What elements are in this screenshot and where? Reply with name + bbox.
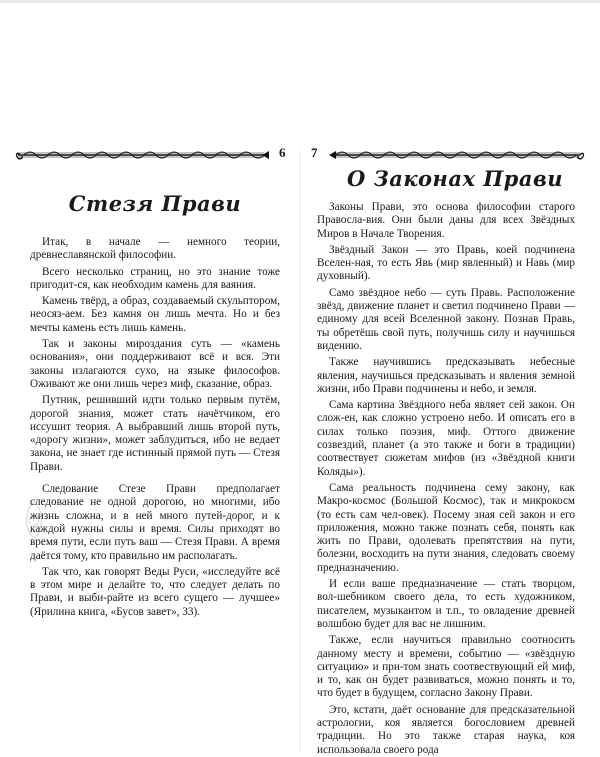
chapter-title-right: О Законах Прави [346,166,563,191]
paragraph: Путник, решивший идти только первым путём, дорогой знания, может стать начётчиком, его иссушит теория. А выбравший лишь второй путь, «дорогу жизни», может заблудиться, ибо не ведает закона, не знает где истинный прямой путь — Стезя Прави. [30,394,280,473]
paragraph: Камень твёрд, а образ, создаваемый скульптором, неосяз-аем. Без камня он лишь мечта. Но и без мечты камень есть лишь камень. [30,295,280,334]
paragraph: Итак, в начале — немного теории, древнеславянской философии. [30,236,280,262]
paragraph: Законы Прави, это основа философии старого Правосла-вия. Они были даны для всех Звёздных Миров в Начале Творения. [317,201,575,240]
ornamental-rule-left [14,147,270,163]
page-number-right: 7 [311,145,318,160]
paragraph: Само звёздное небо — суть Правь. Расположение звёзд, движение планет и светил подчинено Прави — единому для всей Вселенной закону. Познав Правь, ты обретёшь свой путь, получишь силу и научишься видению. [317,286,575,352]
page-number-left: 6 [279,145,286,160]
paragraph: Также, если научиться правильно соотносить данному месту и времени, событию — «звёздную ситуацию» и при-том знать соотвествующий ей миф, и то, как он будет развиваться, можно понять и то, что будет в будущем, согласно Закону Прави. [317,634,575,700]
paragraph: Сама картина Звёздного неба являет сей закон. Он слож-ен, как сложно устроено небо. И описать его в силах только поэзия, миф. Оттого движение созвездий, планет (а это также и боги в традиции) соотвествует сюжетам мифов (из «Звёздной книги Коляды»). [317,399,575,478]
paragraph: Всего несколько страниц, но это знание тоже пригодит-ся, как необходим камень для ваяния. [30,265,280,291]
paragraph: Следование Стезе Прави предполагает следование не одной дорогою, но многими, ибо жизнь сложна, и в ней много путей-дорог, и к каждой нужны силы и время. Силы приходят во время пути, если путь ваш — Стезя Прави. А время даётся тому, кто правильно им располагать. [30,483,280,562]
paragraph: Так что, как говорят Веды Руси, «исследуйте всё в этом мире и делайте то, что следует делать по Прави, и выби-райте из всего сущего — лучшее» (Ярилина книга, «Бусов завет», 33). [30,565,280,618]
text-column-right [317,201,575,757]
paragraph: Звёздный Закон — это Правь, коей подчинена Вселен-ная, то есть Явь (мир явленный) и Навь (мир духовный). [317,243,575,283]
chapter-title-left: Стезя Прави [68,191,242,216]
text-column-left [30,236,280,619]
ornamental-rule-right [328,147,586,163]
paragraph: Так и законы мироздания суть — «камень основания», они поддерживают всё и вся. Эти законы излагаются сухо, на языке философов. Оживают же они лишь через миф, сказание, образ. [30,338,280,390]
paragraph: Сама реальность подчинена сему закону, как Макро-космос (Большой Космос), так и микрокосм (то есть сам чел-овек). Посему зная сей закон и его приложения, можно также познать себя, понять как жить по Прави, одолевать препятствия на пути, болезни, восходить на пути знания, следовать своему предназначению. [317,481,575,574]
paragraph: Это, кстати, даёт основание для предсказательной астрологии, коя является богословием древней традиции. Но это также старая наука, коя использовала своего рода [317,703,575,756]
paragraph: Также научившись предсказывать небесные явления, научишься предсказывать и явления земной жизни, ибо Прави подчинены и небо, и земля. [317,356,575,395]
faded-stamp-mark [20,500,48,540]
book-gutter [299,150,301,750]
paragraph: И если ваше предназначение — стать творцом, вол-шебником своего дела, то есть художником, писателем, музыкантом и т.п., то овладение древней волшбою будет для вас не лишним. [317,578,575,630]
